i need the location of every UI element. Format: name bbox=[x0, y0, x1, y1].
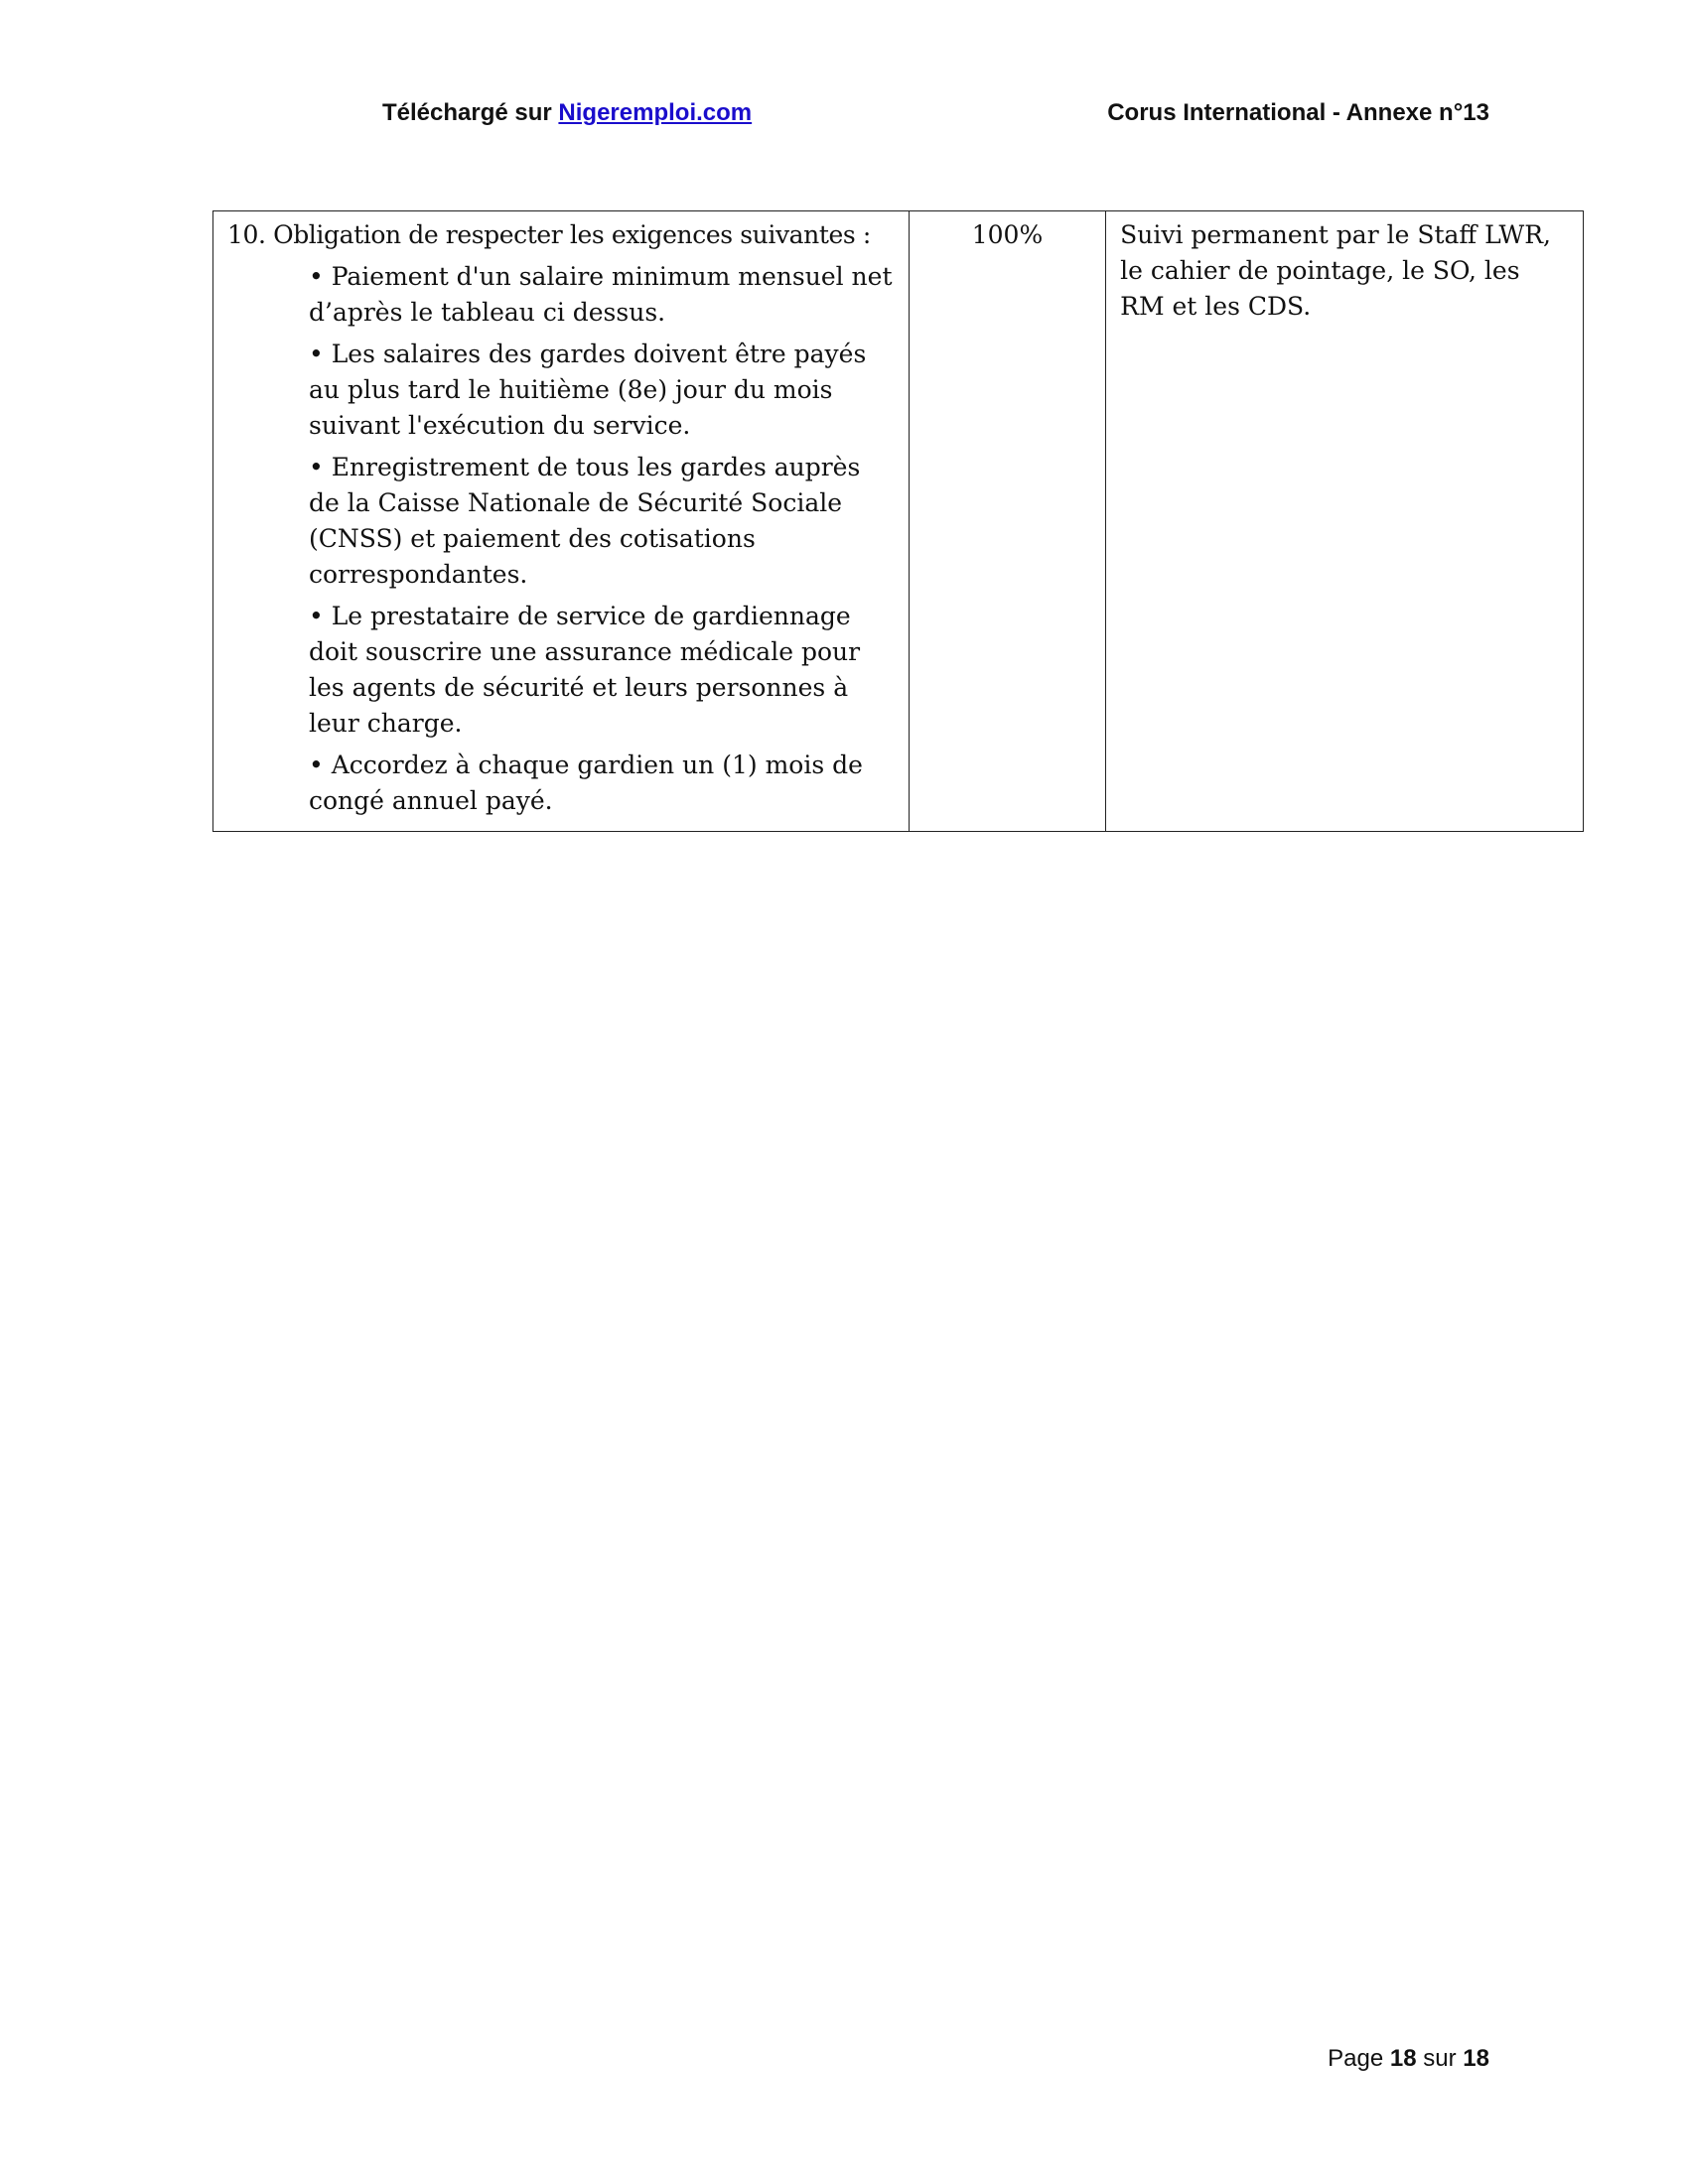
list-item: • Paiement d'un salaire minimum mensuel net d’après le tableau ci dessus. bbox=[309, 262, 893, 327]
page-of-label: sur bbox=[1423, 2045, 1457, 2072]
current-page-number: 18 bbox=[1389, 2045, 1417, 2072]
page-header bbox=[0, 99, 1688, 135]
document-reference: Corus International - Annexe n°13 bbox=[1107, 99, 1489, 126]
list-item: • Le prestataire de service de gardiennage doit souscrire une assurance médicale pour les agents de sécurité et leurs personnes à leur charge. bbox=[309, 602, 861, 738]
obligations-table bbox=[212, 210, 1584, 832]
compliance-rate-cell: 100% bbox=[909, 211, 1105, 832]
list-item: • Les salaires des gardes doivent être payés au plus tard le huitième (8e) jour du mois suivant l'exécution du service. bbox=[309, 340, 867, 440]
list-item: • Accordez à chaque gardien un (1) mois de congé annuel payé. bbox=[309, 751, 863, 815]
page-label: Page bbox=[1328, 2045, 1384, 2072]
download-source-label: Téléchargé sur bbox=[382, 99, 559, 126]
follow-up-cell: Suivi permanent par le Staff LWR, le cahier de pointage, le SO, les RM et les CDS. bbox=[1106, 211, 1584, 832]
obligation-title: 10. Obligation de respecter les exigences suivantes : bbox=[227, 220, 871, 249]
download-source bbox=[382, 99, 752, 127]
total-pages-number: 18 bbox=[1463, 2045, 1489, 2072]
list-item: • Enregistrement de tous les gardes auprès de la Caisse Nationale de Sécurité Sociale (CNSS) et paiement des cotisations correspondantes. bbox=[309, 453, 861, 589]
requirements-list bbox=[227, 259, 895, 819]
page-number bbox=[1328, 2045, 1489, 2073]
nigeremploi-link[interactable]: Nigeremploi.com bbox=[558, 99, 753, 126]
table-row bbox=[213, 211, 1584, 832]
obligation-description-cell bbox=[213, 211, 910, 832]
